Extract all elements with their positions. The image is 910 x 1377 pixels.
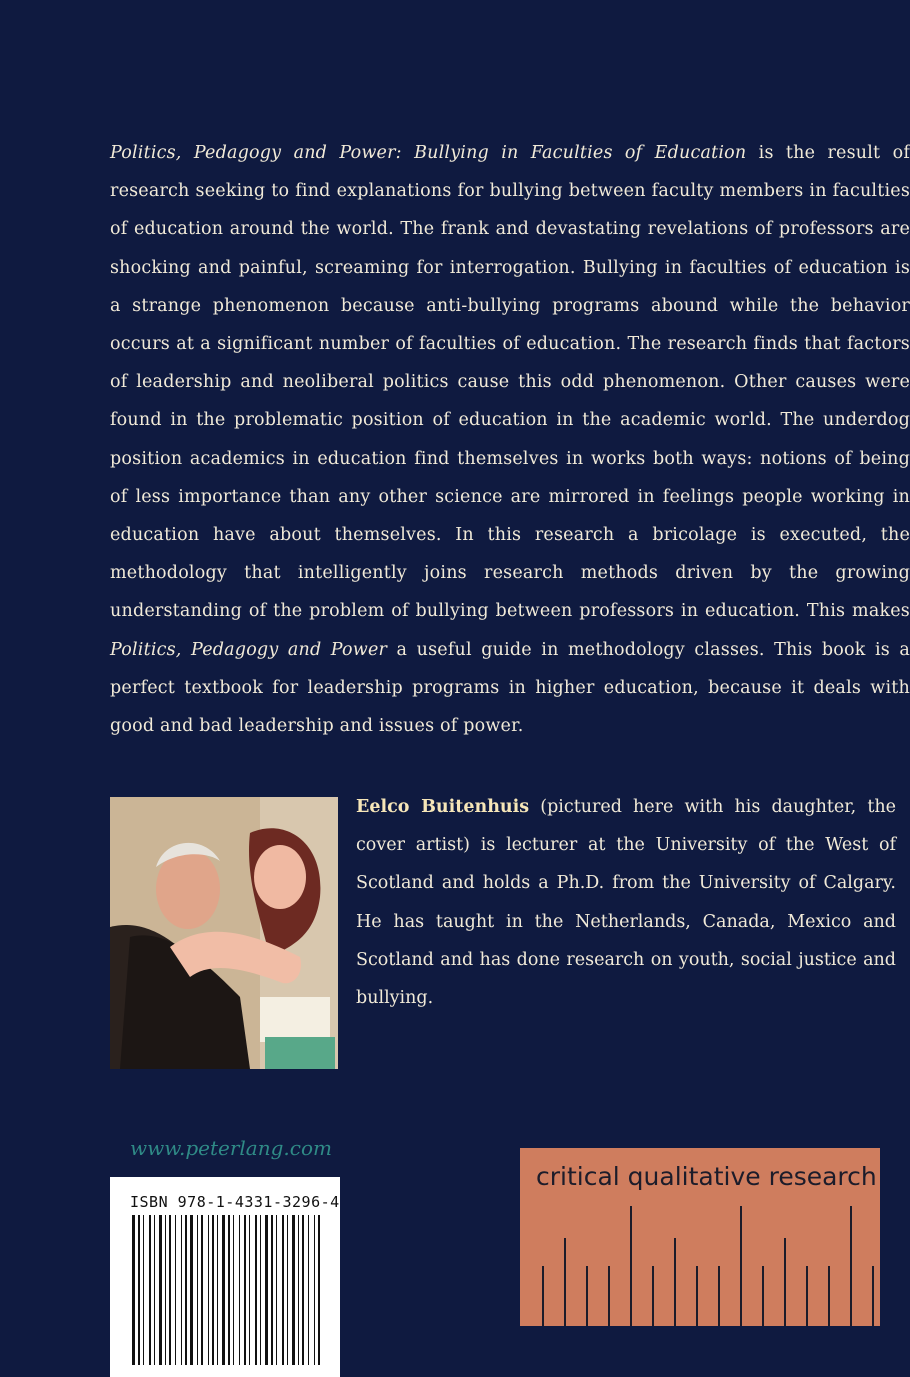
isbn-number: ISBN 978-1-4331-3296-4	[130, 1193, 340, 1211]
description-text-2: a useful guide in methodology classes. This book is a perfect textbook for leadership programs in higher education, because it deals with good and bad leadership and issues of power.	[110, 639, 910, 737]
series-box	[520, 1148, 880, 1326]
author-bio-text: (pictured here with his daughter, the cover artist) is lecturer at the University of the West of Scotland and holds a Ph.D. from the University of Calgary. He has taught in the Netherlands, Canada, Mexico and Scotland and has done research on youth, social justice and bullying.	[356, 797, 897, 1009]
author-photo-illustration	[110, 797, 338, 1069]
author-photo	[110, 797, 338, 1069]
author-name: Eelco Buitenhuis	[356, 797, 530, 817]
book-title-short: Politics, Pedagogy and Power	[110, 639, 388, 660]
ruler-icon	[520, 1148, 880, 1326]
barcode-box	[110, 1177, 340, 1377]
book-description	[110, 134, 910, 745]
description-text-1: is the result of research seeking to find explanations for bullying between faculty members in faculties of education around the world. The frank and devastating revelations of professors are shocking and painful, screaming for interrogation. Bullying in faculties of education is a strange phenomenon because anti-bullying programs abound while the behavior occurs at a significant number of faculties of education. The research finds that factors of leadership and neoliberal politics cause this odd phenomenon. Other causes were found in the problematic position of education in the academic world. The underdog position academics in education find themselves in works both ways: notions of being of less importance than any other science are mirrored in feelings people working in education have about themselves. In this research a bricolage is executed, the methodology that intelligently joins research methods driven by the growing understanding of the problem of bullying between professors in education. This makes	[110, 143, 910, 622]
barcode-icon	[110, 1177, 340, 1377]
series-label: critical qualitative research	[536, 1162, 877, 1191]
book-title: Politics, Pedagogy and Power: Bullying in Faculties of Education	[110, 143, 747, 163]
publisher-website[interactable]: www.peterlang.com	[130, 1136, 332, 1160]
author-bio	[356, 788, 896, 1017]
